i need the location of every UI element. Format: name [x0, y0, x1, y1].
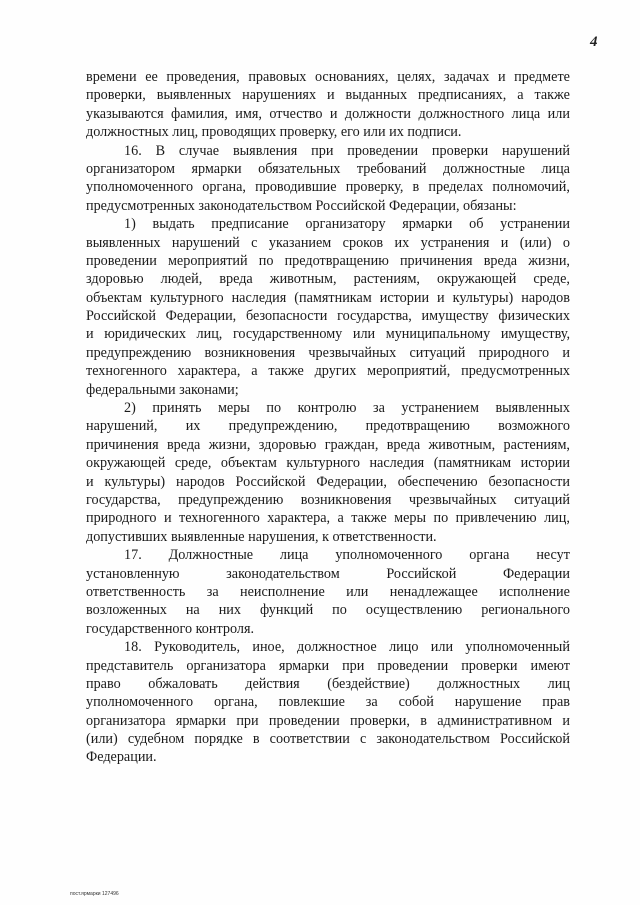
footer-file-reference: пост.ярмарки 127496: [70, 891, 119, 897]
text-line: допустивших выявленные нарушения, к ответственности.: [86, 528, 437, 545]
text-line: здоровью людей, вреда животным, растениям, окружающей среде,: [86, 271, 570, 288]
text-line: проверки, выявленных нарушениях и выданных предписаниях, а также: [86, 87, 570, 104]
text-line: указываются фамилия, имя, отчество и должности должностного лица или: [86, 105, 570, 122]
text-line: представитель организатора ярмарки при проведении проверки имеют: [86, 657, 570, 674]
text-line: уполномоченного органа, повлекшие за собой нарушение прав: [86, 694, 570, 711]
text-line: государственного контроля.: [86, 620, 255, 637]
text-line: предупреждению возникновения чрезвычайных ситуаций природного и: [86, 344, 570, 361]
text-line: организатора ярмарки при проведении проверки, в административном и: [86, 712, 570, 729]
text-line: техногенного характера, а также других мероприятий, предусмотренных: [86, 363, 570, 380]
text-line: Федерации.: [86, 749, 157, 766]
text-line: уполномоченного органа, проводившие проверку, в пределах полномочий,: [86, 179, 570, 196]
text-line: окружающей среде, объектам культурного наследия (памятникам истории: [86, 455, 570, 472]
text-line: 1) выдать предписание организатору ярмарки об устранении: [124, 216, 570, 233]
text-line: времени ее проведения, правовых основаниях, целях, задачах и предмете: [86, 69, 570, 85]
text-line: 16. В случае выявления при проведении проверки нарушений: [124, 142, 570, 159]
text-line: федеральными законами;: [86, 381, 239, 398]
text-line: 2) принять меры по контролю за устранением выявленных: [124, 400, 570, 417]
page-number: 4: [590, 34, 598, 50]
text-line: и культуры) народов Российской Федерации, обеспечению безопасности: [86, 473, 570, 490]
text-line: возложенных на них функций по осуществлению регионального: [86, 602, 570, 619]
text-line: организатором ярмарки обязательных требований должностные лица: [86, 160, 570, 177]
text-line: 17. Должностные лица уполномоченного органа несут: [124, 547, 570, 564]
text-line: причинения вреда жизни, здоровью граждан, вреда животным, растениям,: [86, 436, 570, 453]
text-line: и юридических лиц, государственному или муниципальному имуществу,: [86, 326, 570, 343]
document-body: [86, 68, 570, 767]
text-line: объектам культурного наследия (памятникам истории и культуры) народов: [86, 289, 570, 306]
text-line: выявленных нарушений с указанием сроков их устранения и (или) о: [86, 234, 570, 251]
text-line: проведении мероприятий по предотвращению причинения вреда жизни,: [86, 252, 570, 269]
text-line: предусмотренных законодательством Российской Федерации, обязаны:: [86, 197, 517, 214]
text-line: право обжаловать действия (бездействие) должностных лиц: [86, 675, 570, 692]
text-line: ответственность за неисполнение или ненадлежащее исполнение: [86, 583, 570, 600]
text-line: нарушений, их предупреждению, предотвращению возможного: [86, 418, 570, 435]
text-line: 18. Руководитель, иное, должностное лицо или уполномоченный: [124, 639, 570, 656]
text-line: природного и техногенного характера, а также меры по привлечению лиц,: [86, 510, 570, 527]
text-line: установленную законодательством Российской Федерации: [86, 565, 570, 582]
text-line: государства, предупреждению возникновения чрезвычайных ситуаций: [86, 491, 570, 508]
text-line: должностных лиц, проводящих проверку, его или их подписи.: [86, 124, 462, 141]
text-line: (или) судебном порядке в соответствии с законодательством Российской: [86, 731, 570, 748]
text-line: Российской Федерации, безопасности государства, имуществу физических: [86, 308, 570, 325]
